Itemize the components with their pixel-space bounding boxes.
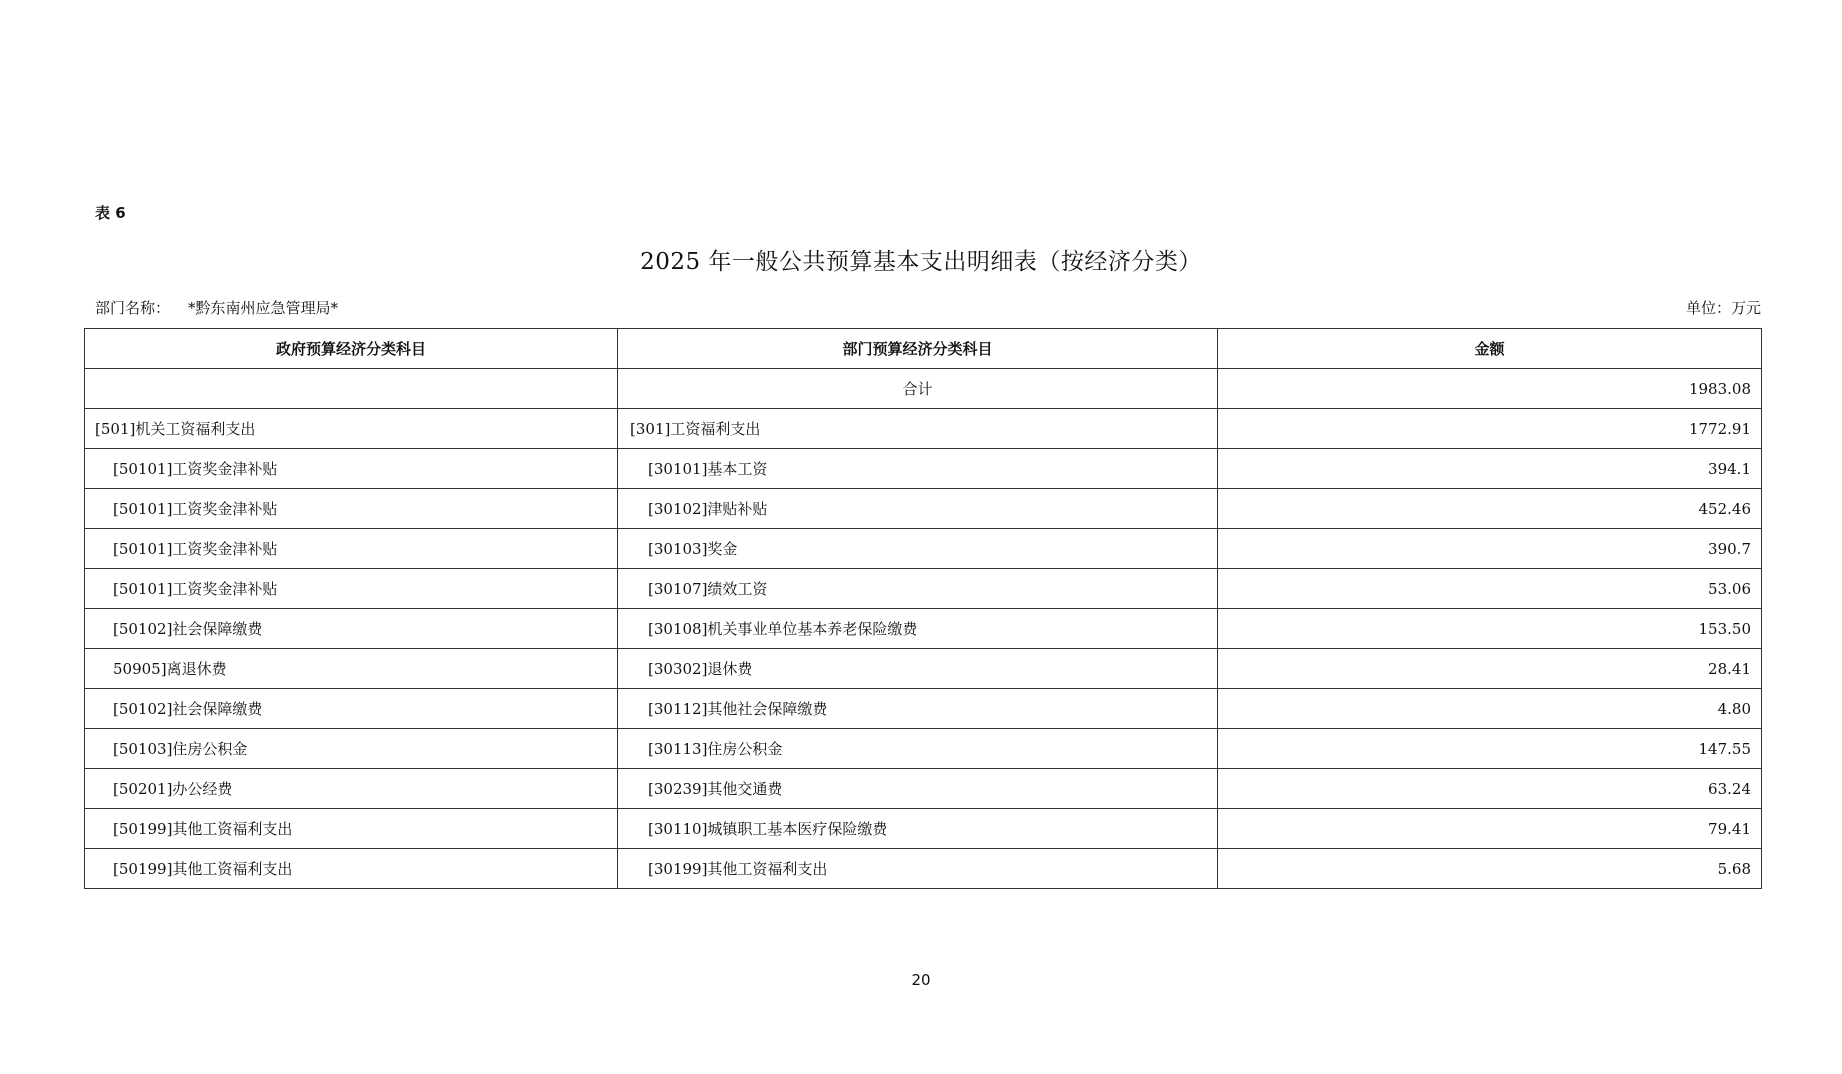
gov-category-cell: 50905]离退休费	[85, 649, 618, 689]
amount-cell: 390.7	[1218, 529, 1762, 569]
gov-category-cell: [50101]工资奖金津补贴	[85, 449, 618, 489]
amount-cell: 1772.91	[1218, 409, 1762, 449]
amount-cell: 147.55	[1218, 729, 1762, 769]
header-gov-category: 政府预算经济分类科目	[85, 329, 618, 369]
dept-category-cell: [30108]机关事业单位基本养老保险缴费	[618, 609, 1218, 649]
dept-category-cell: [30102]津贴补贴	[618, 489, 1218, 529]
dept-category-cell: [30239]其他交通费	[618, 769, 1218, 809]
amount-cell: 452.46	[1218, 489, 1762, 529]
dept-category-cell: [30199]其他工资福利支出	[618, 849, 1218, 889]
budget-table	[84, 328, 1762, 889]
department-name: *黔东南州应急管理局*	[188, 299, 339, 317]
page-title: 2025 年一般公共预算基本支出明细表（按经济分类）	[640, 249, 1202, 275]
amount-cell: 394.1	[1218, 449, 1762, 489]
table-header-row	[85, 329, 1762, 369]
amount-cell: 53.06	[1218, 569, 1762, 609]
gov-category-cell: [501]机关工资福利支出	[85, 409, 618, 449]
gov-category-cell: [50101]工资奖金津补贴	[85, 529, 618, 569]
gov-category-cell: [50102]社会保障缴费	[85, 689, 618, 729]
department-label: 部门名称：	[95, 299, 171, 317]
gov-category-cell: [50103]住房公积金	[85, 729, 618, 769]
gov-category-cell: [50101]工资奖金津补贴	[85, 489, 618, 529]
table-row	[85, 769, 1762, 809]
amount-cell: 4.80	[1218, 689, 1762, 729]
header-amount: 金额	[1218, 329, 1762, 369]
table-row	[85, 489, 1762, 529]
amount-cell: 5.68	[1218, 849, 1762, 889]
table-label: 表 6	[95, 204, 126, 222]
header-dept-category: 部门预算经济分类科目	[618, 329, 1218, 369]
page-number: 20	[911, 971, 931, 989]
dept-category-cell: [30110]城镇职工基本医疗保险缴费	[618, 809, 1218, 849]
amount-cell: 28.41	[1218, 649, 1762, 689]
dept-category-cell: [30113]住房公积金	[618, 729, 1218, 769]
dept-category-cell: [301]工资福利支出	[618, 409, 1218, 449]
table-row	[85, 649, 1762, 689]
dept-category-cell: [30103]奖金	[618, 529, 1218, 569]
gov-category-cell: [50201]办公经费	[85, 769, 618, 809]
total-amount: 1983.08	[1218, 369, 1762, 409]
table-row	[85, 409, 1762, 449]
gov-category-cell: [50101]工资奖金津补贴	[85, 569, 618, 609]
table-row	[85, 569, 1762, 609]
dept-category-cell: [30101]基本工资	[618, 449, 1218, 489]
table-row	[85, 809, 1762, 849]
table-row	[85, 609, 1762, 649]
dept-category-cell: [30107]绩效工资	[618, 569, 1218, 609]
gov-category-cell: [50199]其他工资福利支出	[85, 809, 618, 849]
total-gov-cell	[85, 369, 618, 409]
gov-category-cell: [50199]其他工资福利支出	[85, 849, 618, 889]
unit-label: 单位：万元	[1685, 299, 1761, 317]
amount-cell: 63.24	[1218, 769, 1762, 809]
amount-cell: 79.41	[1218, 809, 1762, 849]
dept-category-cell: [30302]退休费	[618, 649, 1218, 689]
total-row	[85, 369, 1762, 409]
table-row	[85, 849, 1762, 889]
table-row	[85, 529, 1762, 569]
total-label: 合计	[618, 369, 1218, 409]
department-line	[95, 297, 338, 318]
amount-cell: 153.50	[1218, 609, 1762, 649]
table-row	[85, 449, 1762, 489]
dept-category-cell: [30112]其他社会保障缴费	[618, 689, 1218, 729]
table-row	[85, 689, 1762, 729]
gov-category-cell: [50102]社会保障缴费	[85, 609, 618, 649]
table-row	[85, 729, 1762, 769]
